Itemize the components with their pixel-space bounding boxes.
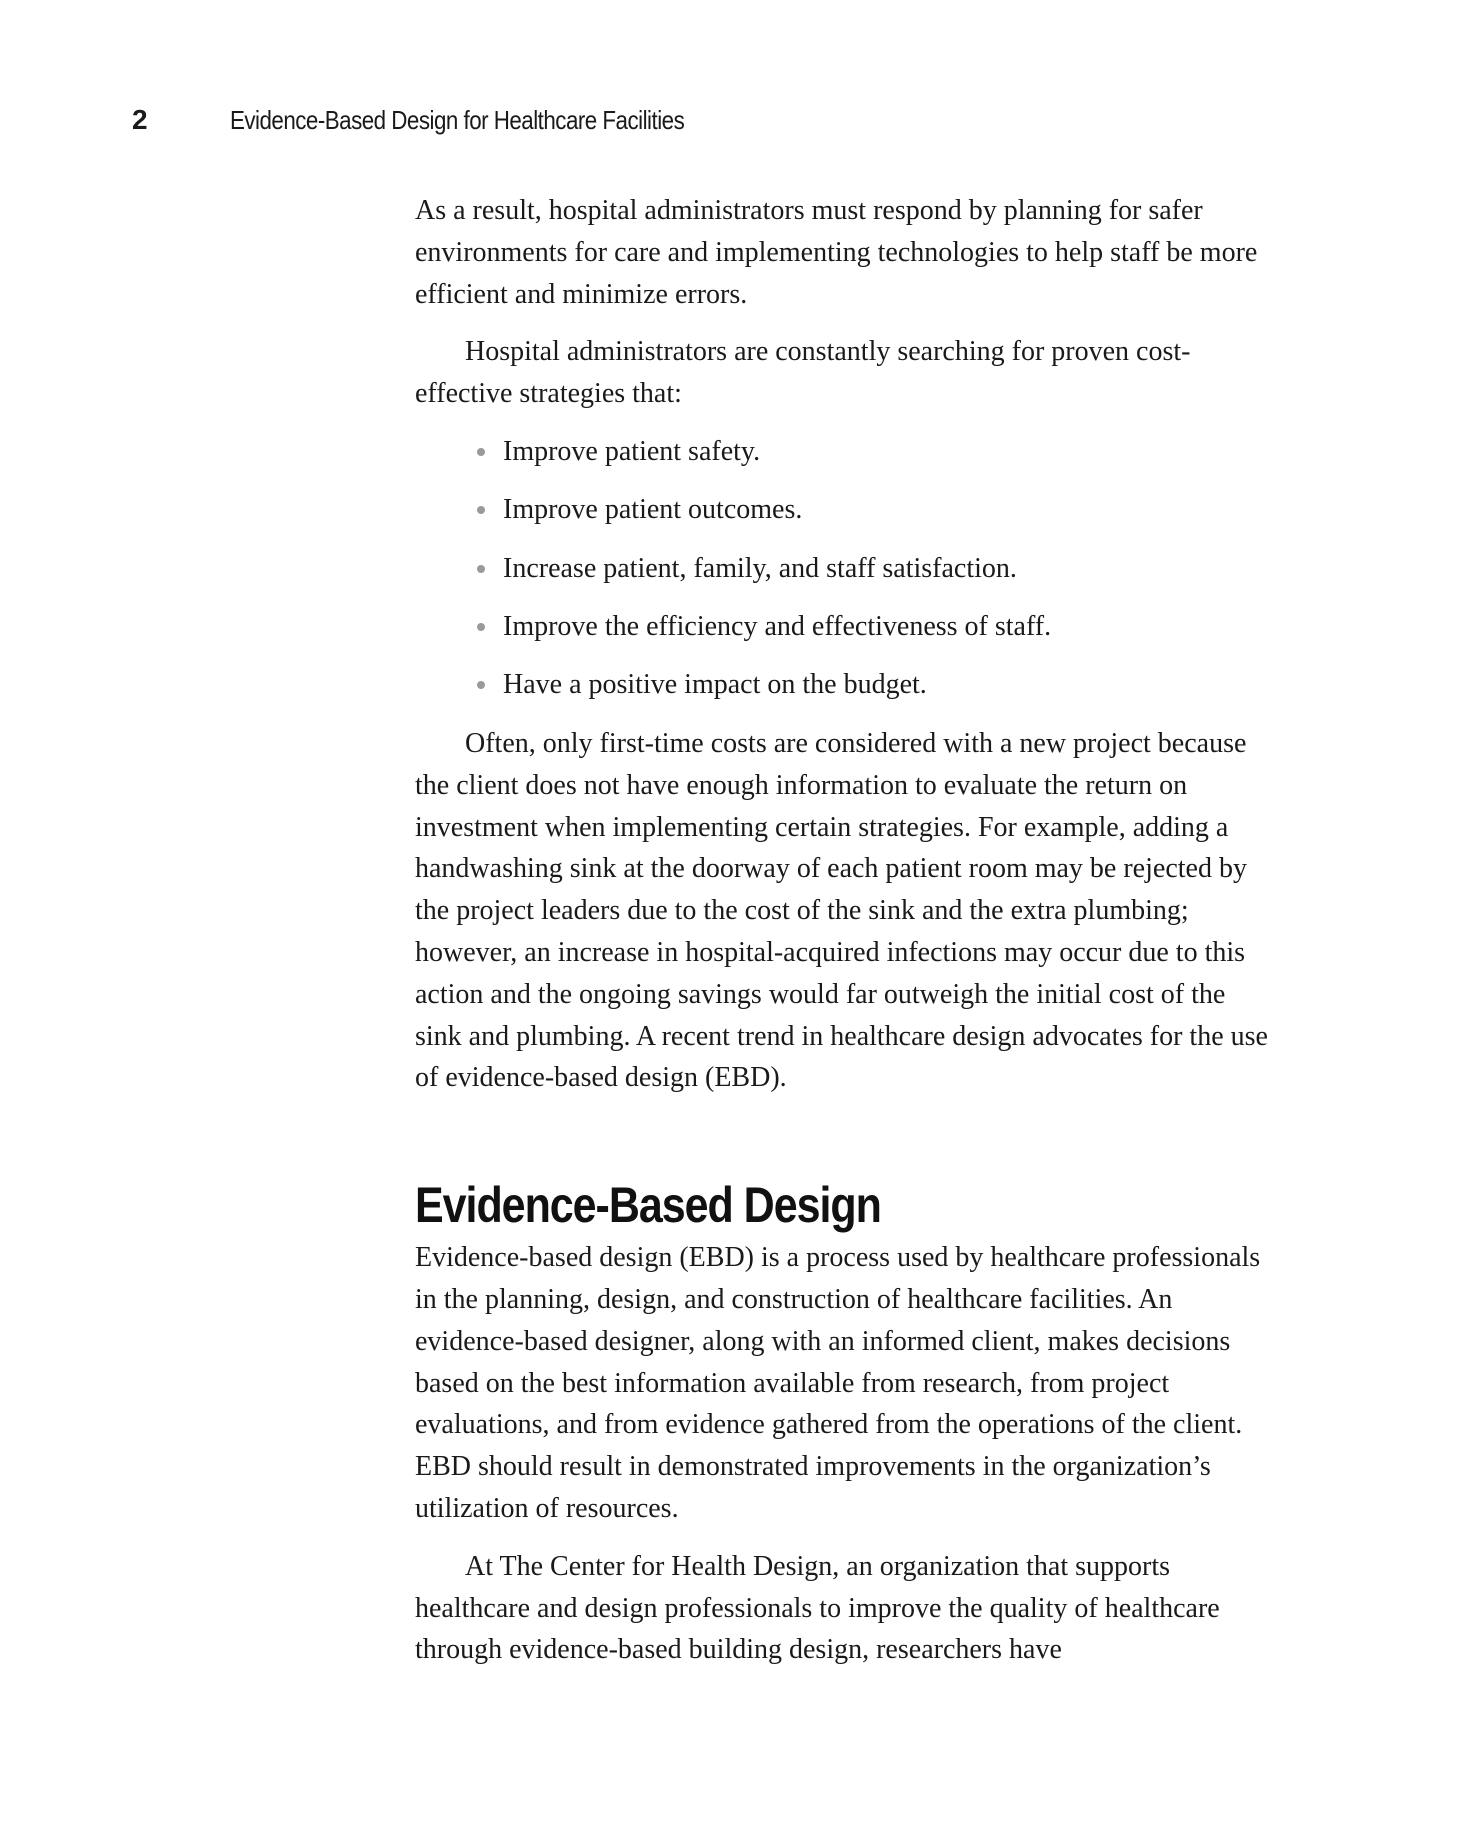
section-heading: Evidence-Based Design: [415, 1177, 881, 1234]
bullet-list: [415, 431, 1275, 706]
list-item: [503, 431, 1275, 473]
list-item-text: Improve the efficiency and effectiveness of staff.: [503, 610, 1052, 642]
list-item: [503, 606, 1275, 648]
list-item-text: Improve patient outcomes.: [503, 494, 803, 526]
list-item-text: Improve patient safety.: [503, 435, 761, 467]
bullet-icon: [477, 448, 485, 456]
bullet-icon: [477, 623, 485, 631]
running-header: [0, 102, 1475, 142]
page-body: [415, 190, 1275, 1671]
bullet-icon: [477, 506, 485, 514]
list-item-text: Increase patient, family, and staff satisfaction.: [503, 552, 1017, 584]
book-title: Evidence-Based Design for Healthcare Facilities: [230, 105, 685, 135]
list-item: [503, 489, 1275, 531]
list-item: [503, 664, 1275, 706]
list-item: [503, 548, 1275, 590]
bullet-icon: [477, 681, 485, 689]
bullet-icon: [477, 565, 485, 573]
paragraph: As a result, hospital administrators must respond by planning for safer environments for care and implementing technologies to help staff be more efficient and minimize errors.: [415, 195, 1258, 310]
page-number: 2: [132, 104, 148, 135]
paragraph: Evidence-based design (EBD) is a process used by healthcare professionals in the planning, design, and construction of healthcare facilities. An evidence-based designer, along with an informed client, makes decisions based on the best information available from research, from project evaluations, and from evidence gathered from the operations of the client. EBD should result in demonstrated improvements in the organization’s utilization of resources.: [415, 1242, 1261, 1524]
list-item-text: Have a positive impact on the budget.: [503, 669, 927, 701]
paragraph: At The Center for Health Design, an organization that supports healthcare and design professionals to improve the quality of healthcare through evidence-based building design, researchers have: [415, 1550, 1220, 1666]
paragraph: Often, only first-time costs are considered with a new project because the client does not have enough information to evaluate the return on investment when implementing certain strategies. For example, adding a handwashing sink at the doorway of each patient room may be rejected by the project leaders due to the cost of the sink and the extra plumbing; however, an increase in hospital-acquired infections may occur due to this action and the ongoing savings would far outweigh the initial cost of the sink and plumbing. A recent trend in healthcare design advocates for the use of evidence-based design (EBD).: [415, 727, 1268, 1094]
paragraph: Hospital administrators are constantly searching for proven cost-effective strategies that:: [415, 336, 1191, 410]
